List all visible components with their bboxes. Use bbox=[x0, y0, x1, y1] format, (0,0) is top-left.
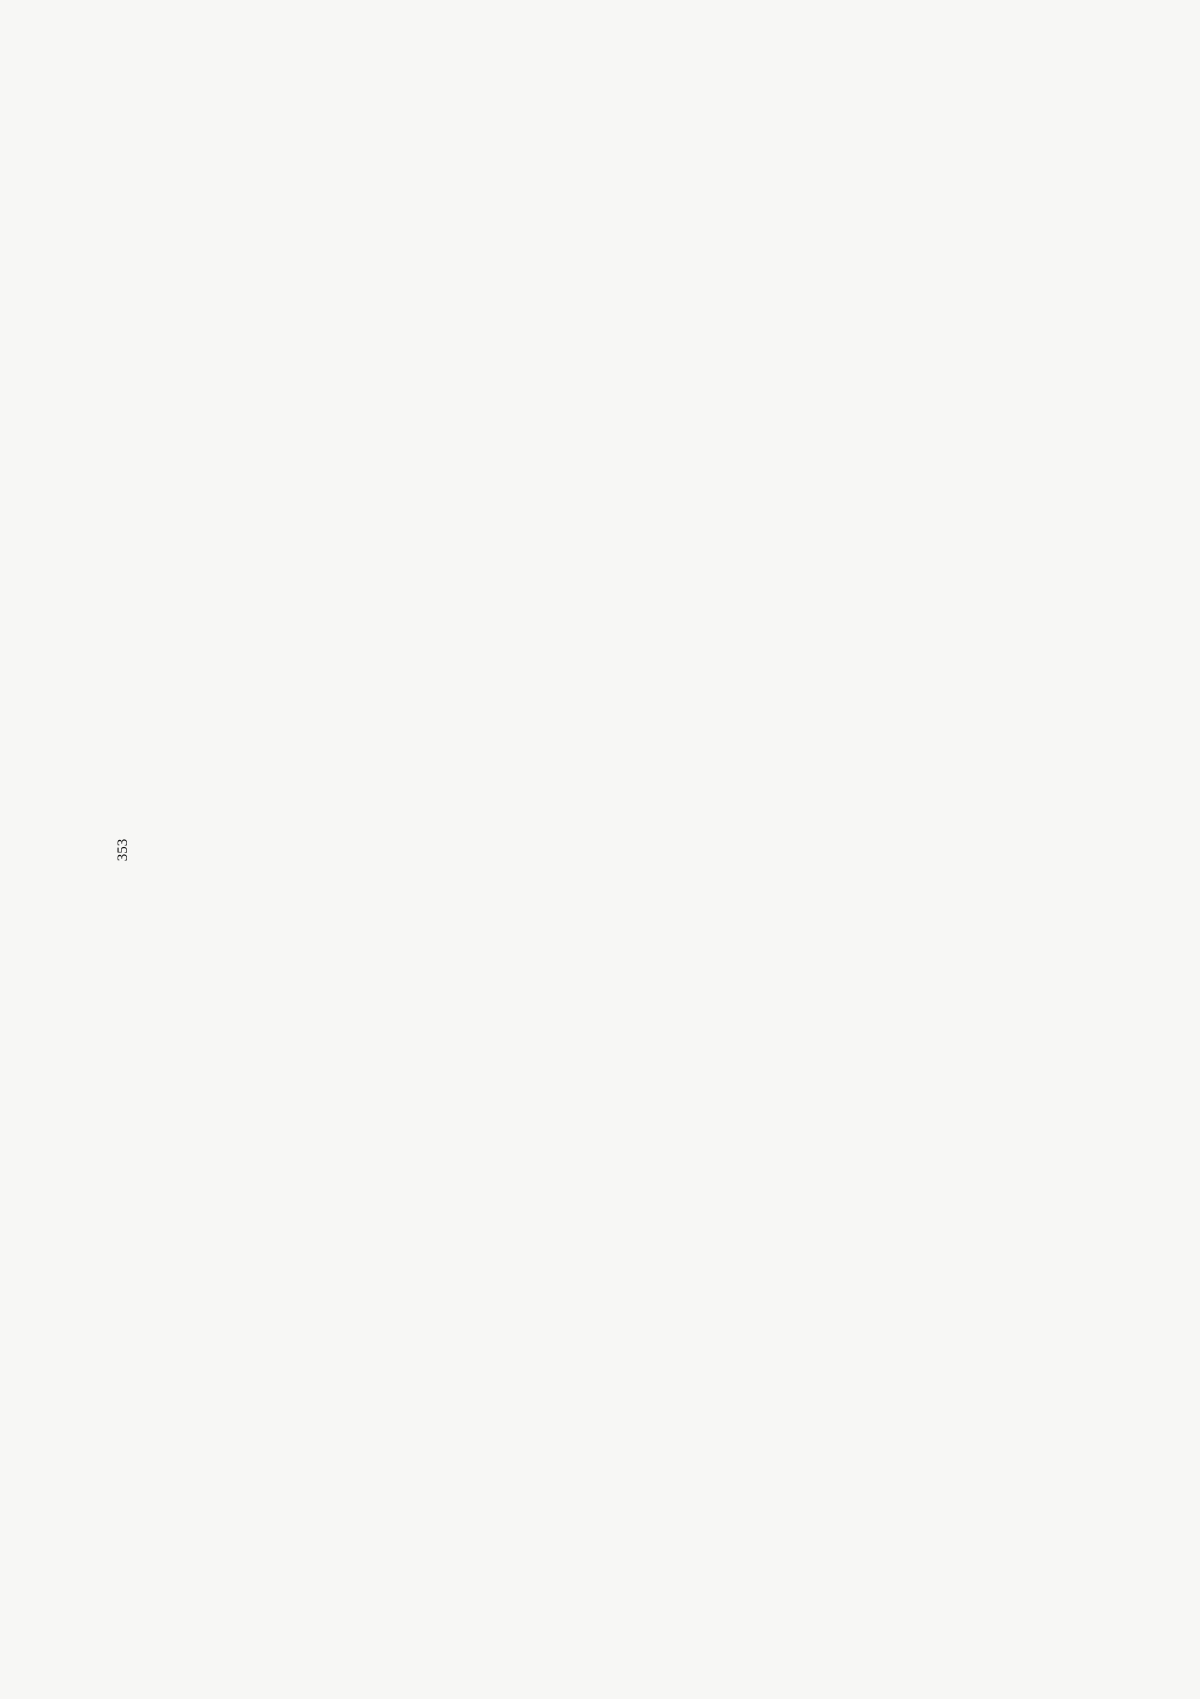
page-number: 353 bbox=[115, 838, 131, 862]
